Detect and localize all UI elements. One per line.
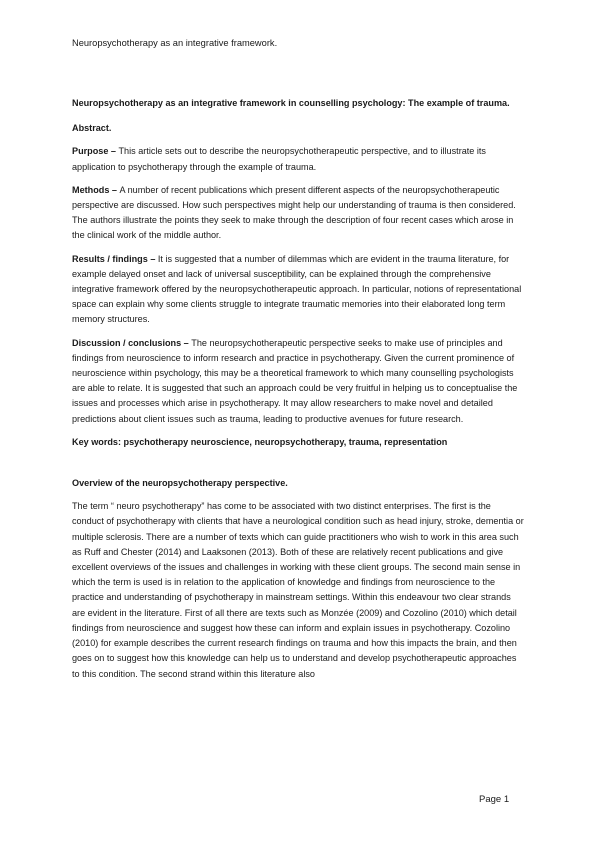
methods-label: Methods – [72, 184, 120, 195]
article-body [72, 96, 524, 690]
results-text: It is suggested that a number of dilemmas which are evident in the trauma literature, for example delayed onset and lack of universal susceptibility, can be explained through the comprehensive integrative framework offered by the neuropsychotherapeutic approach. In particular, notions of representational space can explain why some clients struggle to integrate traumatic memories into their elaborated long term memory structures. [72, 253, 522, 325]
running-header: Neuropsychotherapy as an integrative framework. [72, 38, 278, 48]
methods-text: A number of recent publications which present different aspects of the neuropsychotherapeutic perspective are discussed. How such perspectives might help our understanding of trauma is then considered. The authors illustrate the points they seek to make through the description of four recent cases which arose in the clinical work of the middle author. [72, 184, 516, 241]
body-paragraph: The term “ neuro psychotherapy” has come to be associated with two distinct enterprises. The first is the conduct of psychotherapy with clients that have a neurological condition such as head injury, stroke, dementia or multiple sclerosis. There are a number of texts which can guide practitioners who wish to work in this area such as Ruff and Chester (2014) and Laaksonen (2013). Both of these are relatively recent publications and give excellent overviews of the issues and challenges in working with these client groups. The second main sense in which the term is used is in relation to the application of knowledge and findings from neuroscience to the practice and understanding of psychotherapy in mainstream settings. Within this endeavour two clear strands are evident in the literature. First of all there are texts such as Monzée (2009) and Cozolino (2010) which detail findings from neuroscience and suggest how these can inform and explain issues in psychotherapy. Cozolino (2010) for example describes the current research findings on trauma and how this impacts the brain, and then goes on to suggest how this knowledge can help us to understand and develop psychotherapeutic approaches to this condition. The second strand within this literature also [72, 501, 524, 679]
purpose-text: This article sets out to describe the neuropsychotherapeutic perspective, and to illustrate its application to psychotherapy through the example of trauma. [72, 146, 486, 172]
page-number: Page 1 [479, 794, 510, 805]
methods-paragraph [72, 183, 524, 244]
discussion-text: The neuropsychotherapeutic perspective seeks to make use of principles and findings from neuroscience to inform research and practice in psychotherapy. Given the current prominence of neuroscience within psychology, this may be a theoretical framework to which many counselling psychologists are able to relate. It is suggested that such an approach could be very fruitful in helping us to conceptualise the issues and processes which arise in psychotherapy. It may allow researchers to make novel and detailed predictions about client issues such as trauma, leading to productive avenues for future research. [72, 337, 518, 424]
keywords: Key words: psychotherapy neuroscience, neuropsychotherapy, trauma, representation [72, 436, 448, 447]
section-heading: Overview of the neuropsychotherapy perspective. [72, 478, 288, 489]
purpose-label: Purpose – [72, 146, 119, 157]
purpose-paragraph [72, 144, 524, 174]
discussion-label: Discussion / conclusions – [72, 337, 192, 348]
results-label: Results / findings – [72, 253, 158, 264]
abstract-heading: Abstract. [72, 123, 112, 134]
article-title: Neuropsychotherapy as an integrative framework in counselling psychology: The example of trauma. [72, 98, 510, 108]
results-paragraph [72, 252, 524, 328]
discussion-paragraph [72, 336, 524, 427]
